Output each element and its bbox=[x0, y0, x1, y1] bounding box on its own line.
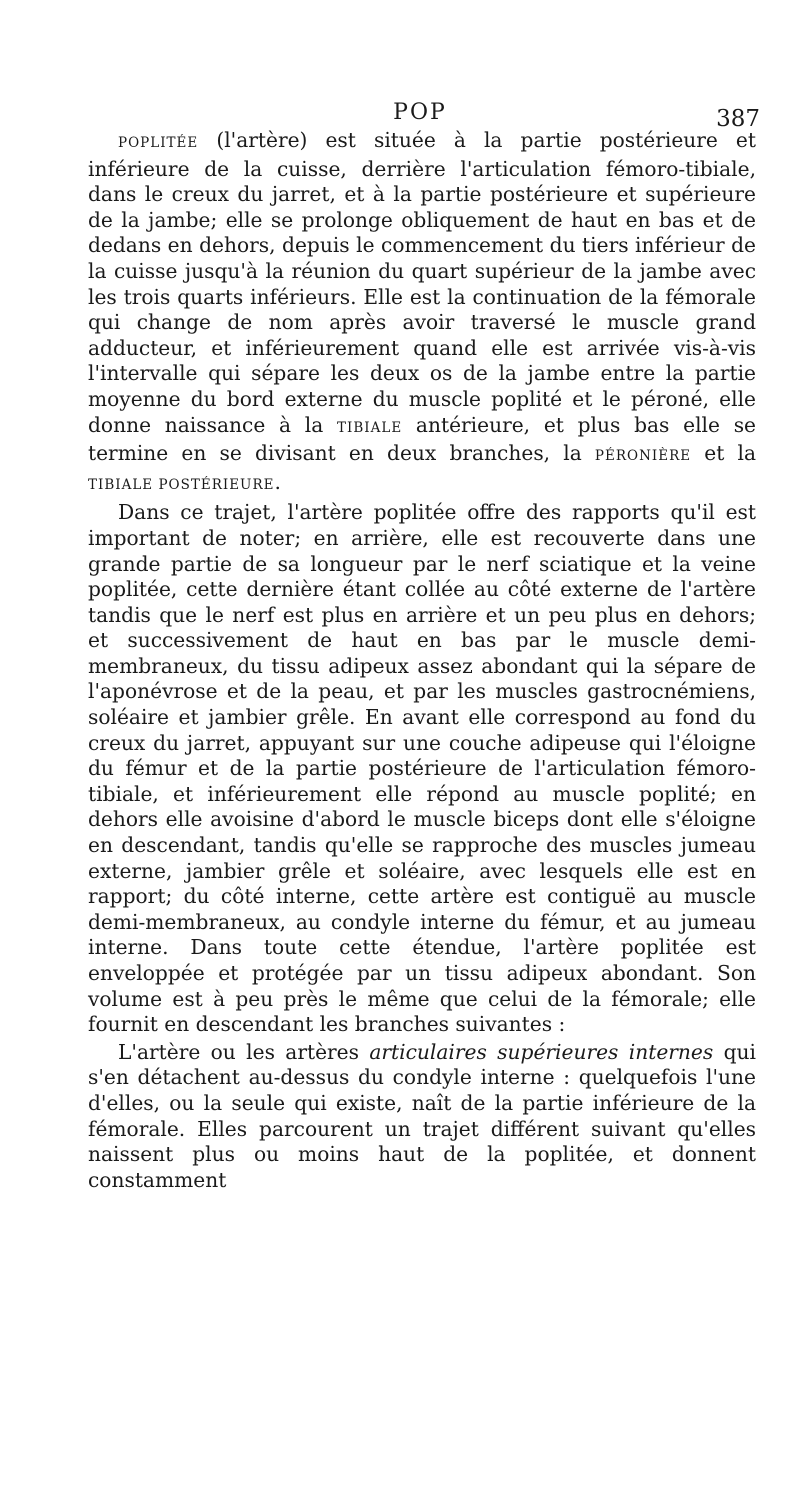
page-number: 387 bbox=[716, 106, 760, 132]
cross-reference-tibiale-posterieure: TIBIALE POSTÉRIEURE bbox=[88, 476, 275, 493]
paragraph-text: antérieure, et plus bas elle se termine en se divisant en deux branches, la bbox=[88, 412, 756, 466]
cross-reference-peroniere: PÉRONIÈRE bbox=[594, 448, 692, 465]
entry-term: POPLITÉE bbox=[118, 135, 199, 151]
body-text bbox=[88, 128, 756, 1193]
paragraph-poplitee bbox=[88, 128, 756, 498]
cross-reference-tibiale: TIBIALE bbox=[337, 419, 403, 436]
paragraph-text: (l'artère) est située à la partie postérieure et inférieure de la cuisse, derrière l'articulation fémoro-tibiale, dans le creux du jarret, et à la partie postérieure et supérieure de la jambe; elle se prolonge obliquement de haut en bas et de dedans en dehors, depuis le commencement du tiers inférieur de la cuisse jusqu'à la réunion du quart supérieur de la jambe avec les trois quarts inférieurs. Elle est la continuation de la fémorale qui change de nom après avoir traversé le muscle grand adducteur, et inférieurement quand elle est arrivée vis-à-vis l'intervalle qui sépare les deux os de la jambe entre la partie moyenne du bord externe du muscle poplité et le péroné, elle donne naissance à la bbox=[88, 128, 756, 437]
paragraph-text: qui s'en détachent au-dessus du condyle interne : quelquefois l'une d'elles, ou la seule qui existe, naît de la partie inférieure de la fémorale. Elles parcourent un trajet différent suivant qu'elles naissent plus ou moins haut de la poplitée, et donnent constamment bbox=[88, 1039, 756, 1192]
paragraph-rapports: Dans ce trajet, l'artère poplitée offre des rapports qu'il est important de noter; en arrière, elle est recouverte dans une grande partie de sa longueur par le nerf sciatique et la veine poplitée, cette dernière étant collée au côté externe de l'artère tandis que le nerf est plus en arrière et un peu plus en dehors; et successivement de haut en bas par le muscle demi-membraneux, du tissu adipeux assez abondant qui la sépare de l'aponévrose et de la peau, et par les muscles gastrocnémiens, soléaire et jambier grêle. En avant elle correspond au fond du creux du jarret, appuyant sur une couche adipeuse qui l'éloigne du fémur et de la partie postérieure de l'articulation fémoro-tibiale, et inférieurement elle répond au muscle poplité; en dehors elle avoisine d'abord le muscle biceps dont elle s'éloigne en descendant, tandis qu'elle se rapproche des muscles jumeau externe, jambier grêle et soléaire, avec lesquels elle est en rapport; du côté interne, cette artère est contiguë au muscle demi-membraneux, au condyle interne du fémur, et au jumeau interne. Dans toute cette étendue, l'artère poplitée est enveloppée et protégée par un tissu adipeux abondant. Son volume est à peu près le même que celui de la fémorale; elle fournit en descendant les branches suivantes : bbox=[88, 500, 756, 1037]
italic-term: articulaires supérieures internes bbox=[369, 1039, 714, 1064]
paragraph-text: L'artère ou les artères bbox=[118, 1039, 370, 1064]
paragraph-text: . bbox=[274, 469, 281, 494]
paragraph-text: et la bbox=[691, 441, 757, 466]
paragraph-articulaires bbox=[88, 1040, 756, 1194]
running-head: POP bbox=[393, 100, 447, 125]
